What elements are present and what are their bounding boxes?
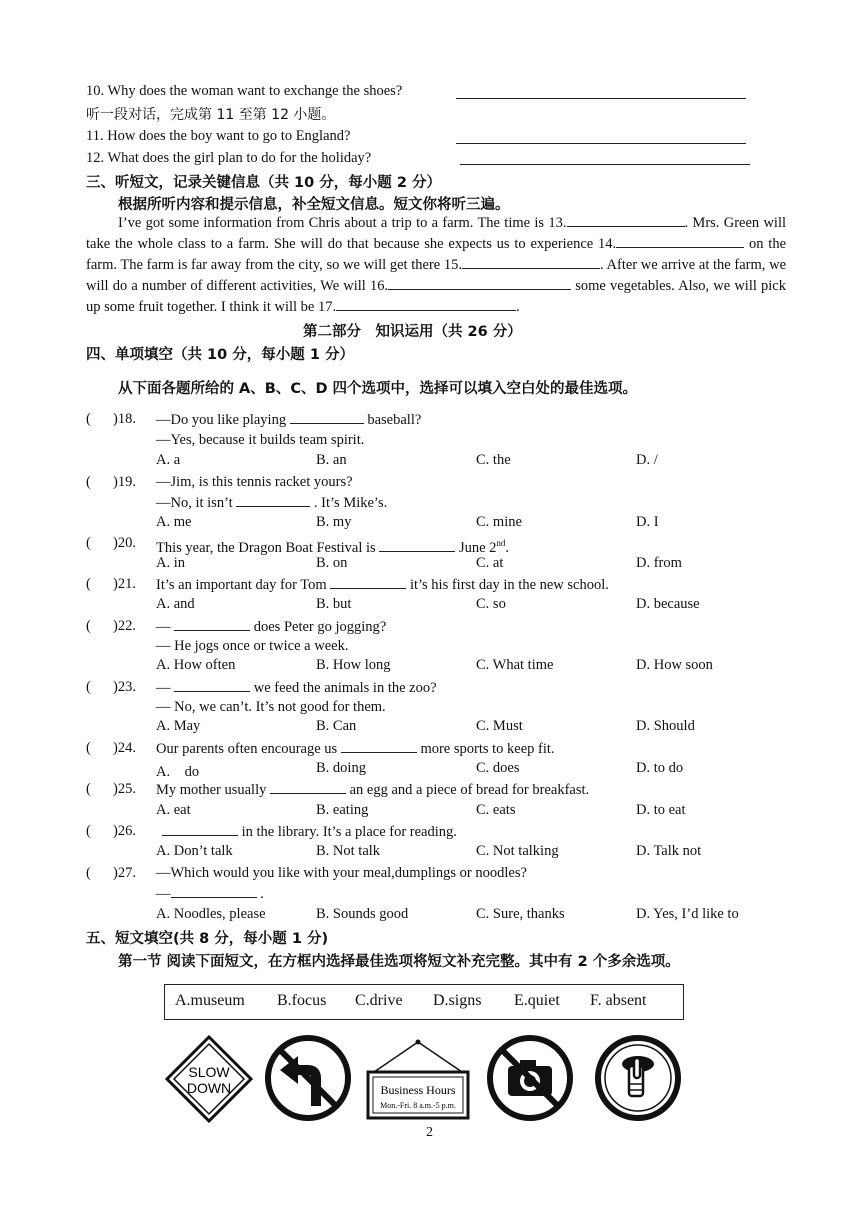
section5-title: 五、短文填空(共 8 分，每小题 1 分): [86, 931, 329, 947]
svg-text:SLOW: SLOW: [188, 1064, 230, 1080]
option-b[interactable]: B. eating: [316, 802, 369, 818]
option-d[interactable]: D. /: [636, 452, 658, 468]
word-option-b: B.focus: [277, 992, 327, 1009]
option-d[interactable]: D. to do: [636, 760, 684, 776]
option-d[interactable]: D. Talk not: [636, 843, 702, 859]
section4-instruction: 从下面各题所给的 A、B、C、D 四个选项中，选择可以填入空白处的最佳选项。: [118, 381, 638, 397]
answer-paren[interactable]: (: [86, 740, 91, 756]
answer-paren[interactable]: (: [86, 474, 91, 490]
question-stem: Our parents often encourage us more sports to keep fit.: [156, 741, 555, 757]
part2-title: 第二部分 知识运用（共 26 分）: [303, 324, 522, 340]
option-c[interactable]: C. at: [476, 555, 504, 571]
blank: [162, 822, 238, 836]
option-a[interactable]: A. in: [156, 555, 185, 571]
blank: [171, 884, 257, 898]
listening-instruction-11-12: 听一段对话，完成第 11 至第 12 小题。: [86, 107, 336, 123]
option-d[interactable]: D. Yes, I’d like to: [636, 906, 739, 922]
option-a[interactable]: A. me: [156, 514, 192, 530]
svg-text:Mon.-Fri. 8 a.m.-5 p.m.: Mon.-Fri. 8 a.m.-5 p.m.: [380, 1101, 456, 1110]
option-b[interactable]: B. How long: [316, 657, 391, 673]
business-hours-sign-icon: [364, 1038, 472, 1122]
option-a[interactable]: A. do: [156, 764, 200, 780]
blank-14[interactable]: [616, 235, 744, 248]
option-a[interactable]: A. and: [156, 596, 195, 612]
quiet-sign-icon: [594, 1034, 682, 1122]
option-b[interactable]: B. Can: [316, 718, 357, 734]
option-c[interactable]: C. does: [476, 760, 520, 776]
option-b[interactable]: B. on: [316, 555, 348, 571]
svg-text:Business Hours: Business Hours: [380, 1083, 456, 1097]
blank: [341, 739, 417, 753]
question-number: )21.: [113, 576, 136, 592]
question-stem: —Jim, is this tennis racket yours?: [156, 474, 353, 490]
question-number: )27.: [113, 865, 136, 881]
word-bank-box: [164, 984, 684, 1020]
option-a[interactable]: A. Noodles, please: [156, 906, 266, 922]
question-number: )25.: [113, 781, 136, 797]
answer-line-12[interactable]: [460, 164, 750, 165]
blank: [330, 575, 406, 589]
question-stem: It’s an important day for Tom it’s his first day in the new school.: [156, 577, 609, 593]
question-stem: My mother usually an egg and a piece of bread for breakfast.: [156, 782, 590, 798]
question-stem-line2: — He jogs once or twice a week.: [156, 638, 349, 654]
blank: [270, 780, 346, 794]
question-number: )23.: [113, 679, 136, 695]
word-option-a: A.museum: [175, 992, 245, 1009]
word-option-e: E.quiet: [514, 992, 560, 1009]
question-stem: in the library. It’s a place for reading.: [162, 822, 457, 841]
question-number: )19.: [113, 474, 136, 490]
option-d[interactable]: D. to eat: [636, 802, 686, 818]
blank: [379, 538, 455, 552]
page-number: 2: [426, 1125, 433, 1140]
answer-paren[interactable]: (: [86, 823, 91, 839]
option-d[interactable]: D. from: [636, 555, 682, 571]
question-stem-line2: — .: [156, 886, 264, 902]
option-a[interactable]: A. a: [156, 452, 181, 468]
blank-16[interactable]: [388, 277, 571, 290]
svg-text:DOWN: DOWN: [186, 1080, 232, 1096]
blank-13[interactable]: [567, 214, 685, 227]
blank-17[interactable]: [336, 298, 516, 311]
option-c[interactable]: C. Must: [476, 718, 523, 734]
answer-paren[interactable]: (: [86, 535, 91, 551]
answer-paren[interactable]: (: [86, 411, 91, 427]
question-11: 11. How does the boy want to go to England?: [86, 128, 351, 144]
question-stem: This year, the Dragon Boat Festival is June 2nd.: [156, 538, 510, 556]
question-number: )22.: [113, 618, 136, 634]
option-c[interactable]: C. What time: [476, 657, 554, 673]
question-number: )26.: [113, 823, 136, 839]
answer-line-10[interactable]: [456, 98, 746, 99]
no-left-turn-sign-icon: [264, 1034, 352, 1122]
option-b[interactable]: B. Sounds good: [316, 906, 409, 922]
question-stem: —Which would you like with your meal,dumplings or noodles?: [156, 865, 527, 881]
answer-paren[interactable]: (: [86, 865, 91, 881]
blank: [290, 410, 364, 424]
blank: [236, 493, 310, 507]
question-stem-line2: —Yes, because it builds team spirit.: [156, 432, 365, 448]
option-a[interactable]: A. Don’t talk: [156, 843, 233, 859]
answer-paren[interactable]: (: [86, 576, 91, 592]
no-photography-sign-icon: [486, 1034, 574, 1122]
word-option-d: D.signs: [433, 992, 482, 1009]
option-a[interactable]: A. May: [156, 718, 201, 734]
option-c[interactable]: C. so: [476, 596, 506, 612]
section3-instruction: 根据所听内容和提示信息，补全短文信息。短文你将听三遍。: [118, 197, 510, 213]
section5-instruction: 第一节 阅读下面短文，在方框内选择最佳选项将短文补充完整。其中有 2 个多余选项。: [118, 954, 680, 970]
option-c[interactable]: C. Sure, thanks: [476, 906, 565, 922]
option-a[interactable]: A. eat: [156, 802, 191, 818]
option-d[interactable]: D. because: [636, 596, 700, 612]
question-stem-line2: — No, we can’t. It’s not good for them.: [156, 699, 386, 715]
question-number: )18.: [113, 411, 136, 427]
question-stem-line2: —No, it isn’t . It’s Mike’s.: [156, 495, 388, 511]
question-stem: — does Peter go jogging?: [156, 619, 387, 635]
question-number: )24.: [113, 740, 136, 756]
question-stem: — we feed the animals in the zoo?: [156, 680, 437, 696]
option-c[interactable]: C. Not talking: [476, 843, 559, 859]
section3-passage: I’ve got some information from Chris about a trip to a farm. The time is 13. . Mrs. Green will take the whole class to a farm. She will do that because she expects us to experience 14. on the farm. The farm is far away from the city, so we will get there 15. . After we arrive at the farm, we will do a number of different activities, We will 16. some vegetables. Also, we will pick up some fruit together. I think it will be 17. .: [86, 215, 787, 315]
option-c[interactable]: C. eats: [476, 802, 516, 818]
answer-line-11[interactable]: [456, 143, 746, 144]
word-option-c: C.drive: [355, 992, 403, 1009]
slow-down-sign-icon: [164, 1034, 254, 1124]
option-b[interactable]: B. but: [316, 596, 352, 612]
section4-title: 四、单项填空（共 10 分，每小题 1 分）: [86, 347, 354, 363]
option-d[interactable]: D. How soon: [636, 657, 713, 673]
option-b[interactable]: B. Not talk: [316, 843, 381, 859]
option-b[interactable]: B. an: [316, 452, 347, 468]
answer-paren[interactable]: (: [86, 618, 91, 634]
option-c[interactable]: C. mine: [476, 514, 522, 530]
answer-paren[interactable]: (: [86, 679, 91, 695]
option-b[interactable]: B. my: [316, 514, 352, 530]
option-d[interactable]: D. I: [636, 514, 659, 530]
option-d[interactable]: D. Should: [636, 718, 695, 734]
option-c[interactable]: C. the: [476, 452, 511, 468]
blank: [174, 678, 250, 692]
question-number: )20.: [113, 535, 136, 551]
option-a[interactable]: A. How often: [156, 657, 236, 673]
answer-paren[interactable]: (: [86, 781, 91, 797]
question-stem: —Do you like playing baseball?: [156, 412, 422, 428]
section3-title: 三、听短文，记录关键信息（共 10 分，每小题 2 分）: [86, 175, 441, 191]
option-b[interactable]: B. doing: [316, 760, 366, 776]
blank-15[interactable]: [462, 256, 600, 269]
blank: [174, 617, 250, 631]
question-10: 10. Why does the woman want to exchange the shoes?: [86, 83, 403, 99]
word-option-f: F. absent: [590, 992, 647, 1009]
question-12: 12. What does the girl plan to do for the holiday?: [86, 150, 372, 166]
